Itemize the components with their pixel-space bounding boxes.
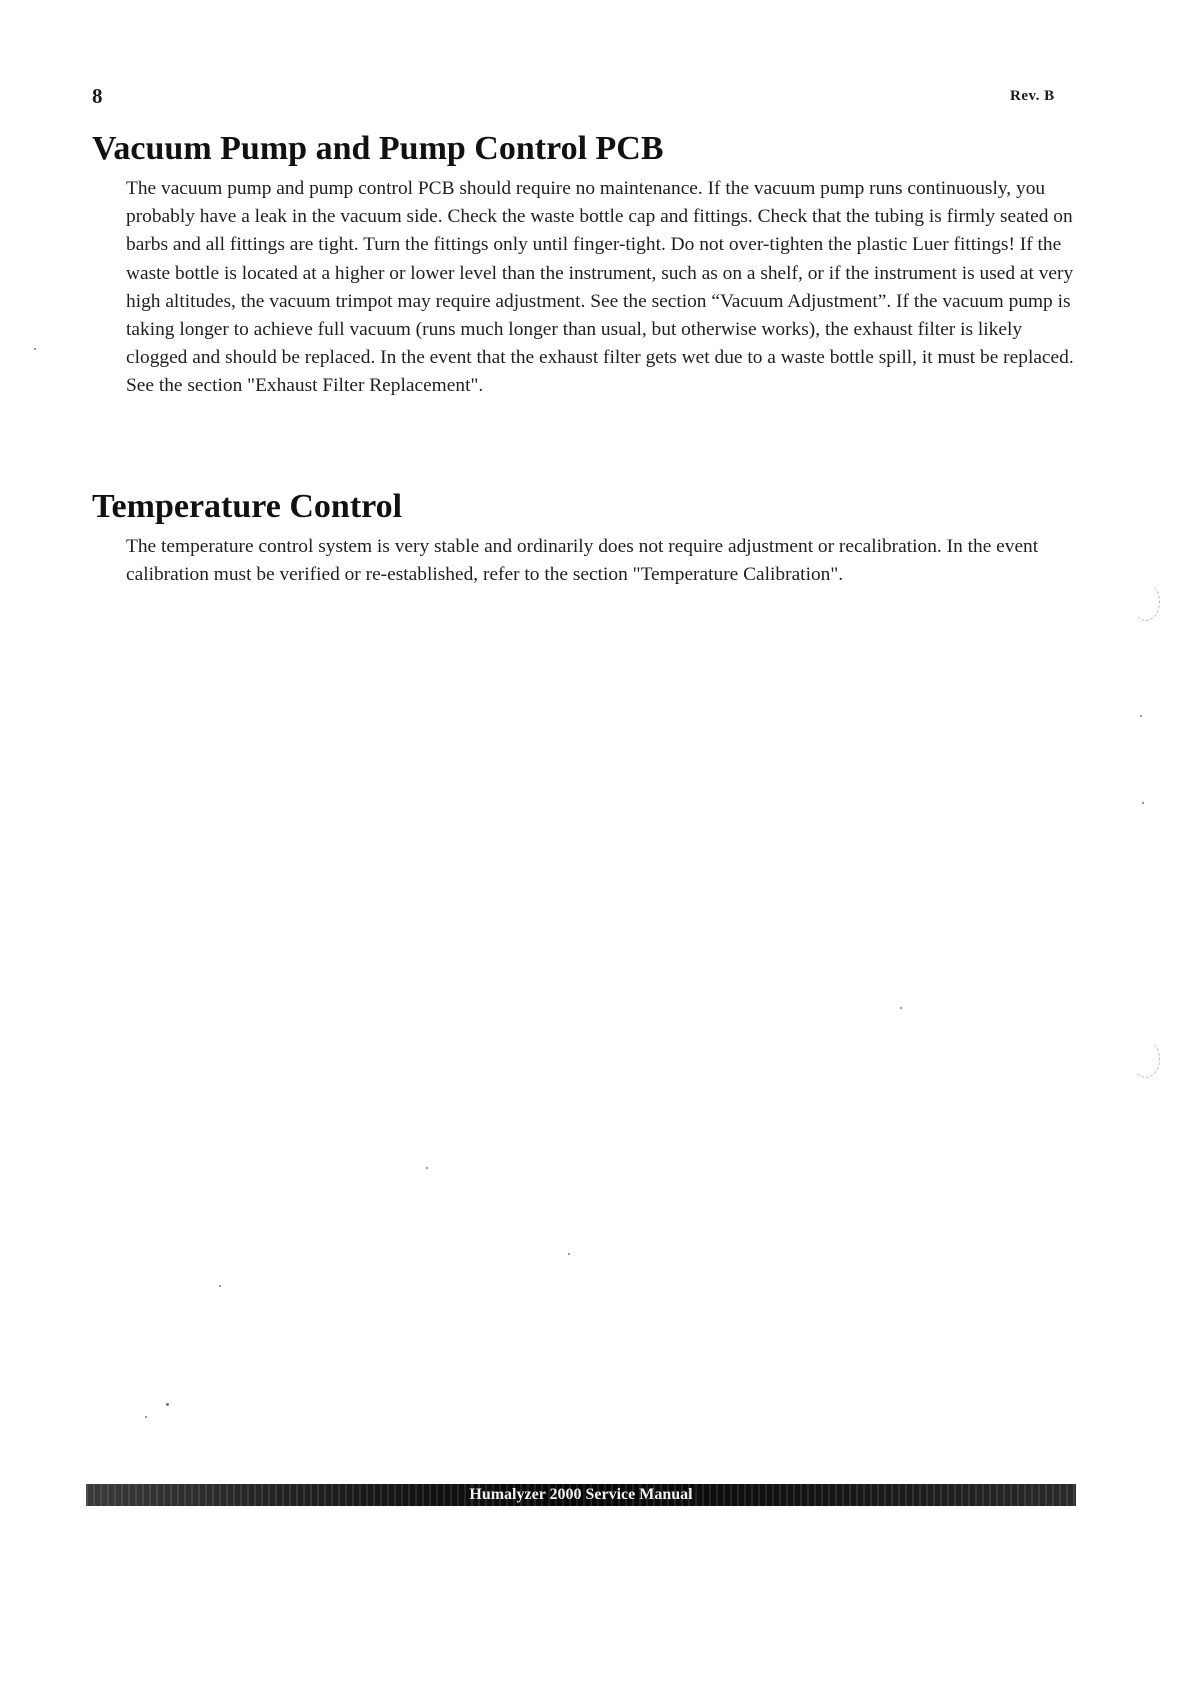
scan-speck	[34, 348, 36, 350]
section-body-vacuum-pump: The vacuum pump and pump control PCB should require no maintenance. If the vacuum pump runs continuously, you probably have a leak in the vacuum side. Check the waste bottle cap and fittings. Check that the tubing is firmly seated on barbs and all fittings are tight. Turn the fittings only until finger-tight. Do not over-tighten the plastic Luer fittings! If the waste bottle is located at a higher or lower level than the instrument, such as on a shelf, or if the instrument is used at very high altitudes, the vacuum trimpot may require adjustment. See the section “Vacuum Adjustment”. If the vacuum pump is taking longer to achieve full vacuum (runs much longer than usual, but otherwise works), the exhaust filter is likely clogged and should be replaced. In the event that the exhaust filter gets wet due to a waste bottle spill, it must be replaced. See the section "Exhaust Filter Replacement".	[126, 178, 1074, 397]
scan-speck	[426, 1167, 428, 1169]
section-heading-temperature-control: Temperature Control	[92, 488, 403, 525]
footer-bar	[86, 1484, 1076, 1506]
section-body-temperature-control: The temperature control system is very stable and ordinarily does not require adjustment or recalibration. In the event calibration must be verified or re-established, refer to the section "Temperature Calibration".	[126, 536, 1039, 586]
scan-speck	[1140, 715, 1142, 717]
scan-speck	[568, 1253, 570, 1255]
scan-speck	[900, 1007, 902, 1009]
page-number: 8	[92, 84, 103, 108]
revision-label: Rev. B	[1010, 88, 1055, 104]
scan-speck	[1142, 802, 1144, 804]
footer-title: Humalyzer 2000 Service Manual	[469, 1486, 693, 1503]
scan-speck	[219, 1285, 221, 1287]
binder-hole-mark	[1132, 583, 1160, 621]
scan-speck	[166, 1403, 169, 1406]
scan-speck	[145, 1416, 147, 1418]
binder-hole-mark	[1132, 1040, 1160, 1078]
section-heading-vacuum-pump: Vacuum Pump and Pump Control PCB	[92, 130, 664, 167]
